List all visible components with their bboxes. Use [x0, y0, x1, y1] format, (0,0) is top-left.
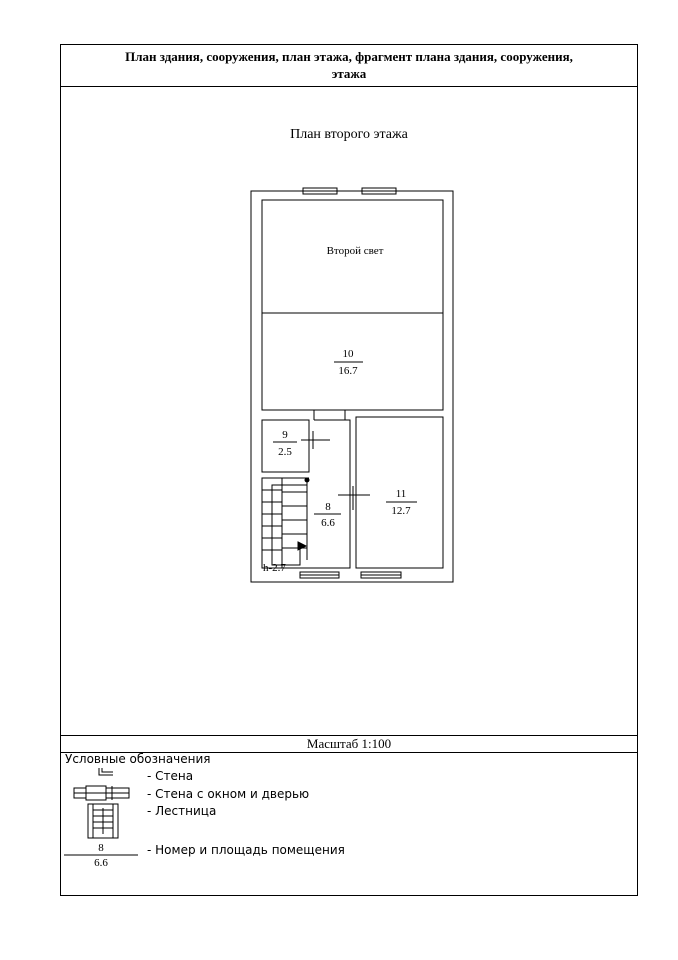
room-8-number: 8: [325, 501, 331, 513]
room-9-area: 2.5: [278, 446, 292, 458]
wall-with-window-door-legend-icon: [74, 786, 129, 800]
top-window-1: [303, 188, 337, 194]
legend-sample-number: 8: [98, 842, 104, 854]
stairs-legend-icon: [88, 804, 118, 838]
header-line-1: План здания, сооружения, план этажа, фрагмент плана здания, сооружения,: [125, 49, 573, 64]
room-10-area: 16.7: [338, 365, 358, 377]
legend-wall-window-door-label: - Стена с окном и дверью: [147, 787, 310, 801]
legend-room-number-area-label: - Номер и площадь помещения: [147, 843, 345, 857]
scale-label: Масштаб 1:100: [61, 735, 637, 753]
room-9-number: 9: [282, 429, 288, 441]
wall-legend-icon: [99, 768, 113, 775]
room-11-number: 11: [395, 488, 407, 500]
bottom-window-1: [300, 572, 339, 578]
legend-title: Условные обозначения: [65, 752, 211, 766]
staircase: [262, 478, 309, 568]
room-11-area: 12.7: [391, 505, 411, 517]
header-line-2: этажа: [331, 66, 367, 81]
second-light-label: Второй свет: [326, 245, 384, 257]
legend-wall-label: - Стена: [147, 769, 194, 783]
room-10-number: 10: [342, 348, 354, 360]
legend-sample-area: 6.6: [94, 857, 108, 869]
height-mark: h-2.7: [263, 562, 286, 574]
plan-title: План второго этажа: [290, 127, 408, 142]
top-window-2: [362, 188, 396, 194]
room-10-outline: [262, 200, 443, 410]
room-8-area: 6.6: [321, 517, 335, 529]
legend-stairs-label: - Лестница: [147, 804, 217, 818]
bottom-window-2: [361, 572, 401, 578]
